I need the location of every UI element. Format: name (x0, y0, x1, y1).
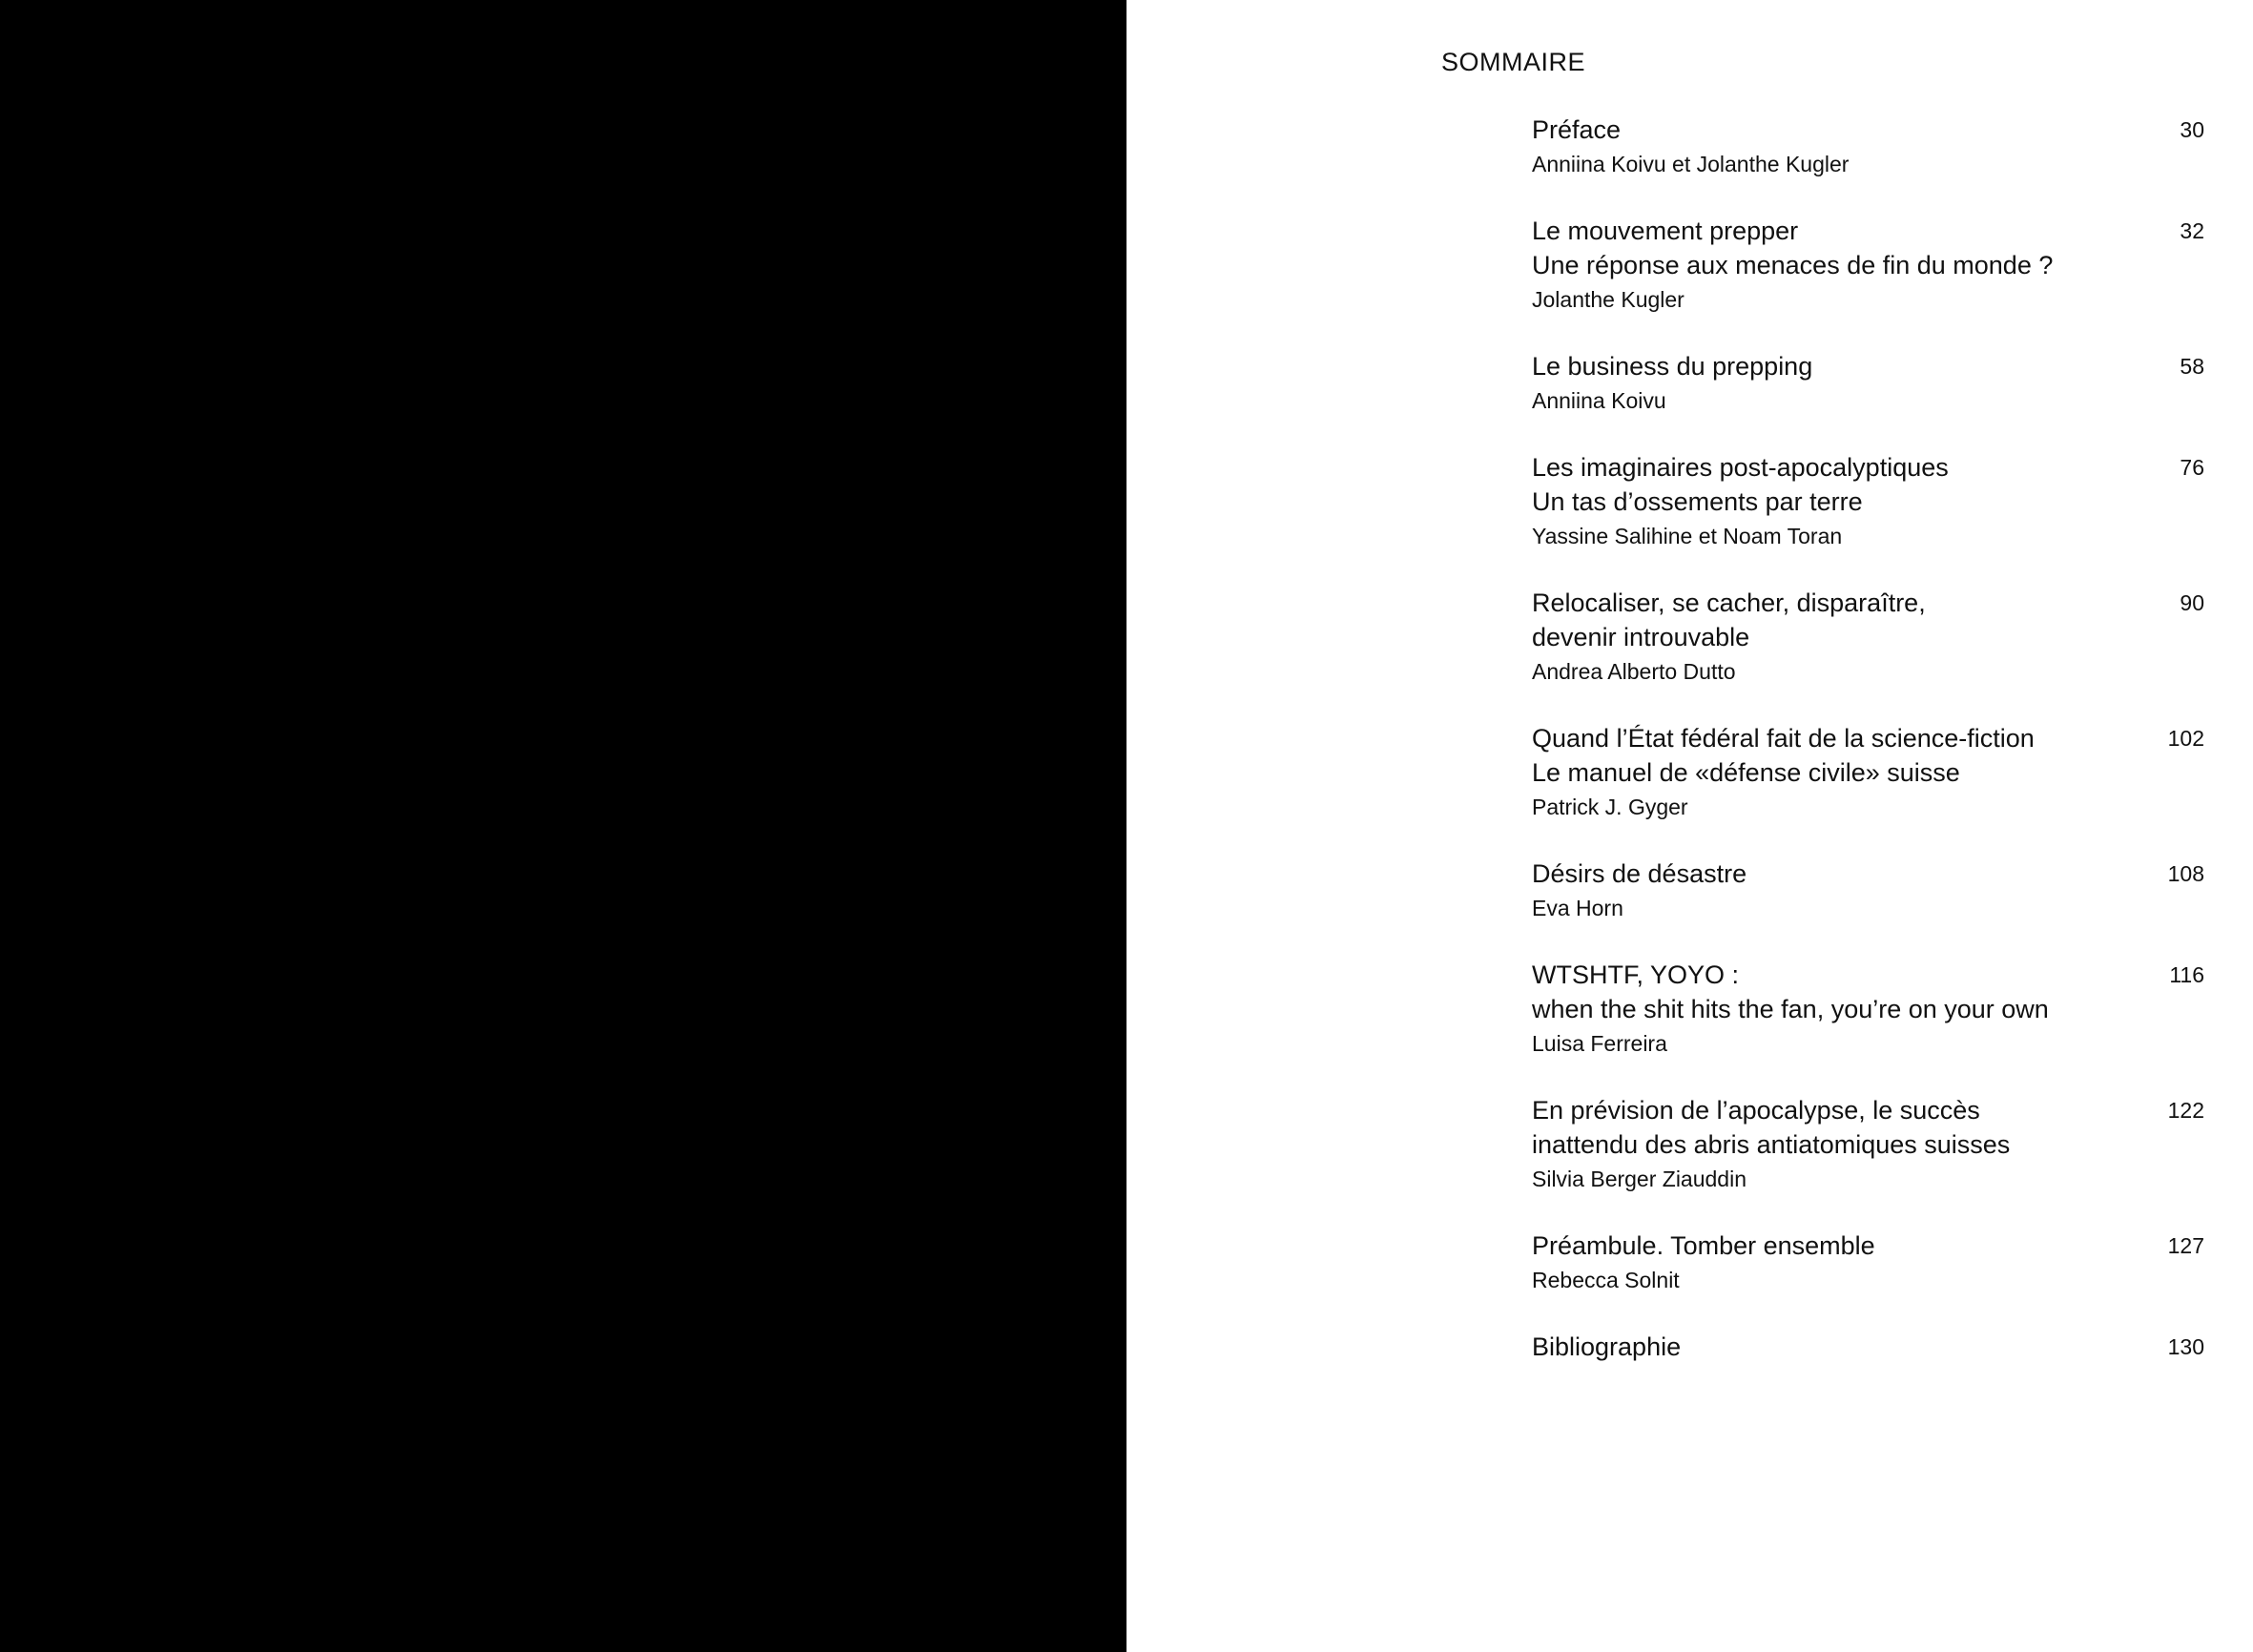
toc-entry[interactable] (1532, 450, 2204, 553)
toc-entry[interactable] (1532, 857, 2204, 925)
toc-entry-author: Patrick J. Gyger (1532, 795, 1688, 819)
toc-entry-title: Relocaliser, se cacher, disparaître, (1532, 589, 1926, 617)
toc-entry[interactable] (1532, 586, 2204, 689)
toc-entry-page-number: 127 (2167, 1233, 2204, 1258)
toc-entry-title: Préface (1532, 115, 1622, 144)
toc-entry-page-number: 108 (2167, 861, 2204, 886)
toc-entry-title: En prévision de l’apocalypse, le succès (1532, 1096, 1980, 1125)
toc-entry-title: Le business du prepping (1532, 352, 1813, 381)
toc-entry-title: Quand l’État fédéral fait de la science-fiction (1532, 724, 2035, 753)
toc-entry-title: Désirs de désastre (1532, 859, 1747, 888)
toc-entry-title: Le mouvement prepper (1532, 217, 1799, 245)
toc-entry-author: Anniina Koivu et Jolanthe Kugler (1532, 152, 1850, 176)
toc-entry-text (1532, 1330, 2204, 1364)
toc-entry-text (1532, 721, 2204, 824)
toc-entry[interactable] (1532, 1229, 2204, 1297)
toc-entry-page-number: 32 (2180, 218, 2204, 243)
toc-entry-subtitle: inattendu des abris antiatomiques suisses (1532, 1130, 2011, 1159)
toc-entry-subtitle: Une réponse aux menaces de fin du monde ? (1532, 251, 2054, 279)
toc-entry-author: Anniina Koivu (1532, 388, 1666, 413)
toc-entry-title: Les imaginaires post-apocalyptiques (1532, 453, 1949, 482)
toc-entry-author: Yassine Salihine et Noam Toran (1532, 524, 1843, 548)
toc-entry-subtitle: when the shit hits the fan, you’re on your own (1532, 995, 2049, 1023)
toc-entry-title: Préambule. Tomber ensemble (1532, 1231, 1875, 1260)
toc-entry-page-number: 122 (2167, 1098, 2204, 1123)
toc-entry-page-number: 130 (2167, 1334, 2204, 1359)
toc-entry[interactable] (1532, 721, 2204, 824)
toc-entry[interactable] (1532, 214, 2204, 317)
toc-entry[interactable] (1532, 1093, 2204, 1196)
toc-entry-text (1532, 450, 2204, 553)
toc-entry[interactable] (1532, 349, 2204, 418)
toc-entry-author: Andrea Alberto Dutto (1532, 659, 1736, 684)
toc-entry[interactable] (1532, 1330, 2204, 1364)
toc-entry-text (1532, 1229, 2204, 1297)
toc-entry-subtitle: Un tas d’ossements par terre (1532, 487, 1863, 516)
toc-entry-text (1532, 958, 2204, 1061)
toc-entry-page-number: 76 (2180, 455, 2204, 480)
toc-entry-text (1532, 857, 2204, 925)
toc-entry-text (1532, 113, 2204, 181)
toc-entry-title: WTSHTF, YOYO : (1532, 960, 1740, 989)
toc-entry-page-number: 58 (2180, 354, 2204, 379)
toc-entry[interactable] (1532, 958, 2204, 1061)
toc-entry-page-number: 30 (2180, 117, 2204, 142)
toc-heading: SOMMAIRE (1441, 48, 1586, 76)
table-of-contents (1532, 113, 2204, 1396)
toc-entry-text (1532, 1093, 2204, 1196)
toc-entry[interactable] (1532, 113, 2204, 181)
toc-entry-author: Silvia Berger Ziauddin (1532, 1167, 1747, 1191)
toc-entry-page-number: 90 (2180, 590, 2204, 615)
toc-entry-author: Eva Horn (1532, 896, 1623, 920)
toc-entry-page-number: 102 (2167, 726, 2204, 751)
right-page (1126, 0, 2253, 1652)
toc-entry-title: Bibliographie (1532, 1332, 1682, 1361)
toc-entry-text (1532, 349, 2204, 418)
left-page-black (0, 0, 1126, 1652)
toc-entry-subtitle: devenir introuvable (1532, 623, 1750, 651)
toc-entry-author: Rebecca Solnit (1532, 1268, 1680, 1292)
toc-entry-author: Jolanthe Kugler (1532, 287, 1685, 312)
toc-entry-text (1532, 214, 2204, 317)
toc-entry-page-number: 116 (2169, 962, 2204, 987)
toc-entry-author: Luisa Ferreira (1532, 1031, 1667, 1056)
toc-entry-subtitle: Le manuel de «défense civile» suisse (1532, 758, 1960, 787)
toc-entry-text (1532, 586, 2204, 689)
